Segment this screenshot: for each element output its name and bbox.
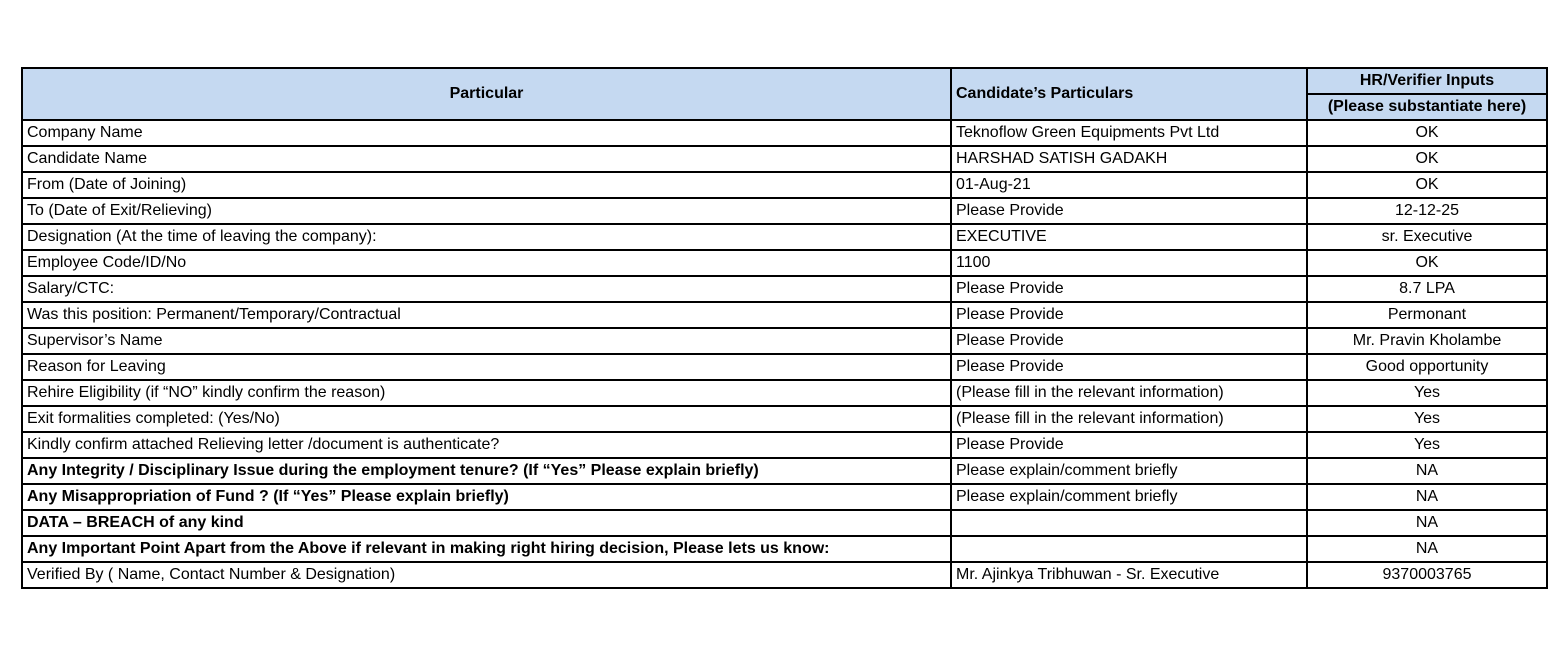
cell-hr-input[interactable]: sr. Executive (1307, 224, 1547, 250)
cell-particular[interactable]: Candidate Name (22, 146, 951, 172)
header-hr-substantiate: (Please substantiate here) (1307, 94, 1547, 120)
cell-particular[interactable]: Rehire Eligibility (if “NO” kindly confirm the reason) (22, 380, 951, 406)
cell-candidate[interactable]: Teknoflow Green Equipments Pvt Ltd (951, 120, 1307, 146)
cell-particular[interactable]: Was this position: Permanent/Temporary/Contractual (22, 302, 951, 328)
row-verified-by (22, 562, 1547, 588)
cell-particular[interactable]: To (Date of Exit/Relieving) (22, 198, 951, 224)
cell-particular[interactable]: Salary/CTC: (22, 276, 951, 302)
cell-candidate[interactable]: Please Provide (951, 354, 1307, 380)
row-employee-code (22, 250, 1547, 276)
cell-particular[interactable]: Employee Code/ID/No (22, 250, 951, 276)
cell-particular[interactable]: Reason for Leaving (22, 354, 951, 380)
cell-hr-input[interactable]: 12-12-25 (1307, 198, 1547, 224)
cell-particular[interactable]: Any Misappropriation of Fund ? (If “Yes” Please explain briefly) (22, 484, 951, 510)
verification-table (21, 67, 1548, 589)
cell-hr-input[interactable]: OK (1307, 120, 1547, 146)
row-salary (22, 276, 1547, 302)
cell-candidate[interactable]: 01-Aug-21 (951, 172, 1307, 198)
cell-hr-input[interactable]: NA (1307, 484, 1547, 510)
cell-particular[interactable]: Designation (At the time of leaving the company): (22, 224, 951, 250)
cell-hr-input[interactable]: OK (1307, 146, 1547, 172)
cell-candidate[interactable]: (Please fill in the relevant information) (951, 380, 1307, 406)
row-reason-for-leaving (22, 354, 1547, 380)
cell-candidate[interactable]: Please Provide (951, 302, 1307, 328)
row-date-of-joining (22, 172, 1547, 198)
cell-candidate[interactable]: (Please fill in the relevant information) (951, 406, 1307, 432)
cell-particular[interactable]: Kindly confirm attached Relieving letter /document is authenticate? (22, 432, 951, 458)
cell-hr-input[interactable]: NA (1307, 510, 1547, 536)
row-important-point (22, 536, 1547, 562)
row-exit-formalities (22, 406, 1547, 432)
cell-particular[interactable]: Any Important Point Apart from the Above if relevant in making right hiring decision, Please lets us know: (22, 536, 951, 562)
row-relieving-letter (22, 432, 1547, 458)
row-company-name (22, 120, 1547, 146)
cell-particular[interactable]: DATA – BREACH of any kind (22, 510, 951, 536)
cell-hr-input[interactable]: Yes (1307, 380, 1547, 406)
cell-candidate[interactable]: 1100 (951, 250, 1307, 276)
cell-hr-input[interactable]: OK (1307, 172, 1547, 198)
cell-hr-input[interactable]: Yes (1307, 406, 1547, 432)
header-hr-verifier-inputs: HR/Verifier Inputs (1307, 68, 1547, 94)
header-candidate-particulars: Candidate’s Particulars (951, 68, 1307, 120)
cell-hr-input[interactable]: NA (1307, 536, 1547, 562)
cell-particular[interactable]: Verified By ( Name, Contact Number & Designation) (22, 562, 951, 588)
cell-candidate[interactable] (951, 510, 1307, 536)
cell-hr-input[interactable]: Permonant (1307, 302, 1547, 328)
cell-particular[interactable]: Company Name (22, 120, 951, 146)
row-integrity-issue (22, 458, 1547, 484)
cell-candidate[interactable]: Please Provide (951, 276, 1307, 302)
cell-particular[interactable]: Supervisor’s Name (22, 328, 951, 354)
row-candidate-name (22, 146, 1547, 172)
cell-candidate[interactable]: Please explain/comment briefly (951, 458, 1307, 484)
cell-candidate[interactable]: Please Provide (951, 328, 1307, 354)
cell-hr-input[interactable]: NA (1307, 458, 1547, 484)
row-designation (22, 224, 1547, 250)
cell-hr-input[interactable]: OK (1307, 250, 1547, 276)
row-supervisor-name (22, 328, 1547, 354)
cell-hr-input[interactable]: 8.7 LPA (1307, 276, 1547, 302)
row-position-type (22, 302, 1547, 328)
cell-hr-input[interactable]: 9370003765 (1307, 562, 1547, 588)
cell-candidate[interactable]: EXECUTIVE (951, 224, 1307, 250)
cell-particular[interactable]: Exit formalities completed: (Yes/No) (22, 406, 951, 432)
cell-candidate[interactable]: HARSHAD SATISH GADAKH (951, 146, 1307, 172)
header-particular: Particular (22, 68, 951, 120)
cell-candidate[interactable]: Mr. Ajinkya Tribhuwan - Sr. Executive (951, 562, 1307, 588)
row-misappropriation (22, 484, 1547, 510)
cell-candidate[interactable] (951, 536, 1307, 562)
cell-candidate[interactable]: Please Provide (951, 432, 1307, 458)
cell-hr-input[interactable]: Good opportunity (1307, 354, 1547, 380)
row-rehire-eligibility (22, 380, 1547, 406)
row-data-breach (22, 510, 1547, 536)
cell-hr-input[interactable]: Mr. Pravin Kholambe (1307, 328, 1547, 354)
row-date-of-exit (22, 198, 1547, 224)
cell-particular[interactable]: Any Integrity / Disciplinary Issue during the employment tenure? (If “Yes” Please explain briefly) (22, 458, 951, 484)
cell-particular[interactable]: From (Date of Joining) (22, 172, 951, 198)
cell-hr-input[interactable]: Yes (1307, 432, 1547, 458)
cell-candidate[interactable]: Please explain/comment briefly (951, 484, 1307, 510)
cell-candidate[interactable]: Please Provide (951, 198, 1307, 224)
